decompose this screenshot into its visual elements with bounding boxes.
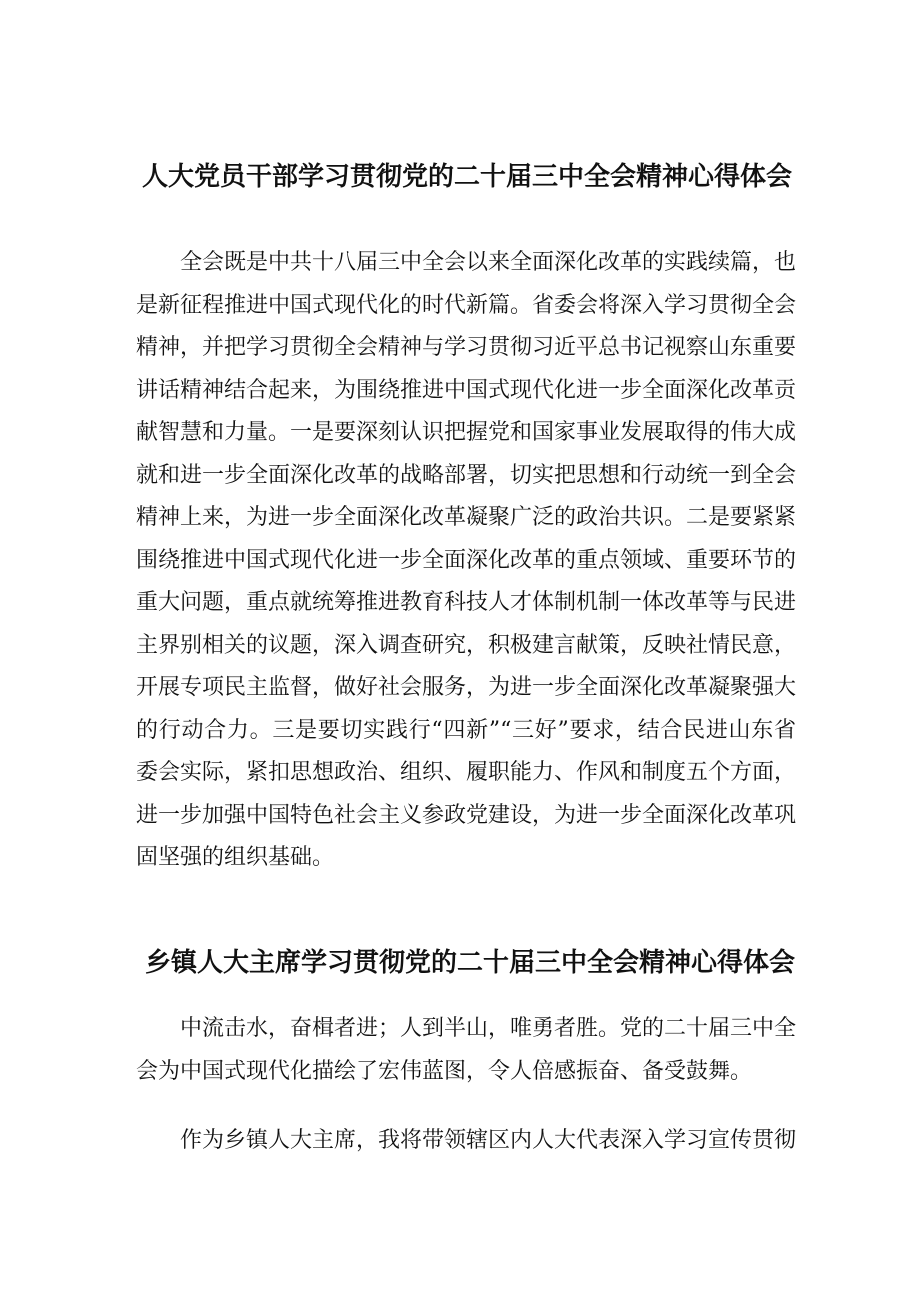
section-2-paragraph-2: 作为乡镇人大主席，我将带领辖区内人大代表深入学习宣传贯彻 [180, 1128, 797, 1153]
section-2-paragraph-1: 中流击水，奋楫者进；人到半山，唯勇者胜。党的二十届三中全会为中国式现代化描绘了宏伟蓝图，令人倍感振奋、备受鼓舞。 [136, 1016, 797, 1084]
section-1-paragraph: 全会既是中共十八届三中全会以来全面深化改革的实践续篇，也是新征程推进中国式现代化的时代新篇。省委会将深入学习贯彻全会精神，并把学习贯彻全会精神与学习贯彻习近平总书记视察山东重要讲话精神结合起来，为围绕推进中国式现代化进一步全面深化改革贡献智慧和力量。一是要深刻认识把握党和国家事业发展取得的伟大成就和进一步全面深化改革的战略部署，切实把思想和行动统一到全会精神上来，为进一步全面深化改革凝聚广泛的政治共识。二是要紧紧围绕推进中国式现代化进一步全面深化改革的重点领域、重要环节的重大问题，重点就统筹推进教育科技人才体制机制一体改革等与民进主界别相关的议题，深入调查研究，积极建言献策，反映社情民意，开展专项民主监督，做好社会服务，为进一步全面深化改革凝聚强大的行动合力。三是要切实践行“四新”“三好”要求，结合民进山东省委会实际，紧扣思想政治、组织、履职能力、作风和制度五个方面，进一步加强中国特色社会主义参政党建设，为进一步全面深化改革巩固坚强的组织基础。 [136, 250, 797, 870]
section-1-title: 人大党员干部学习贯彻党的二十届三中全会精神心得体会 [141, 162, 792, 192]
section-2-title: 乡镇人大主席学习贯彻党的二十届三中全会精神心得体会 [144, 948, 795, 978]
